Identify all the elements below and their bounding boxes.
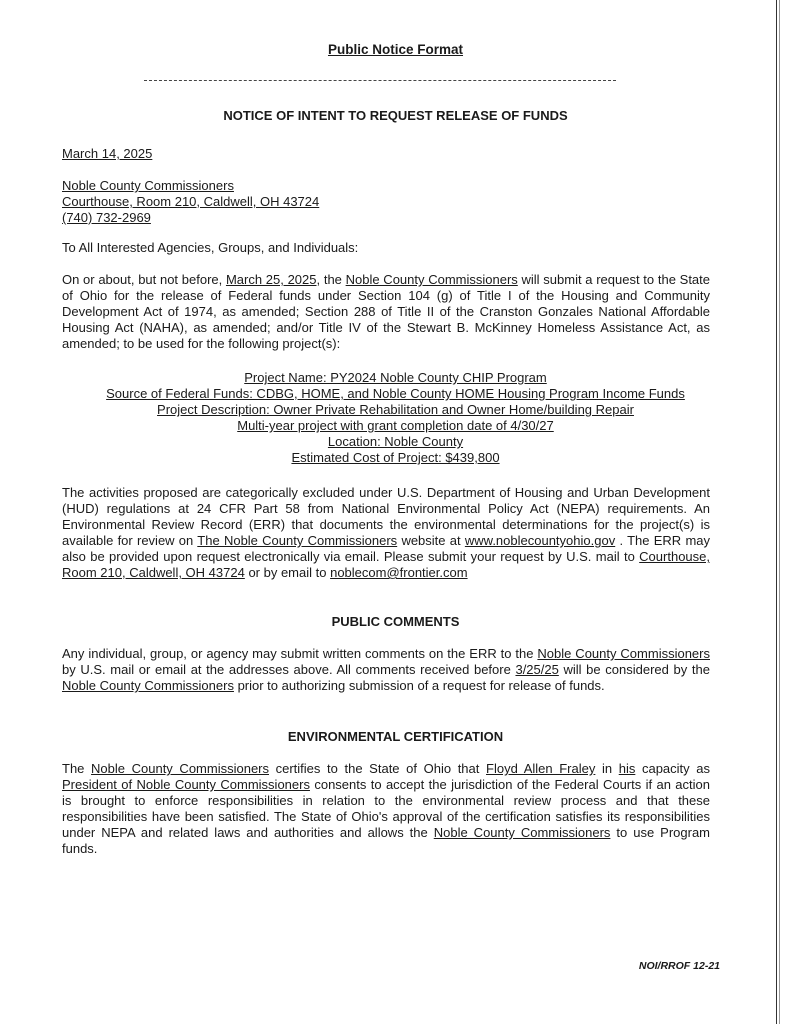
project-details [0,370,791,466]
address-block [62,178,710,226]
scan-edge-line-2 [779,0,780,1024]
address-phone: (740) 732-2969 [62,210,151,225]
dashed-divider [144,80,616,81]
comments-paragraph: Any individual, group, or agency may submit written comments on the ERR to the Noble County Commissioners by U.S. mail or email at the addresses above. All comments received before 3/25/25 will be considered by the Noble County Commissioners prior to authorizing submission of a request for release of funds. [62,646,710,693]
environmental-certification-heading: ENVIRONMENTAL CERTIFICATION [287,729,504,744]
activities-paragraph: The activities proposed are categorically excluded under U.S. Department of Housing and Urban Development (HUD) regulations at 24 CFR Part 58 from National Environmental Policy Act (NEPA) requirements. An Environmental Review Record (ERR) that documents the environmental determinations for the project(s) is available for review on The Noble County Commissioners website at www.noblecountyohio.gov . The ERR may also be provided upon request electronically via email. Please submit your request by U.S. mail to Courthouse, Room 210, Caldwell, OH 43724 or by email to noblecom@frontier.com [62,485,710,580]
notice-date: March 14, 2025 [62,146,153,161]
public-comments-heading: PUBLIC COMMENTS [331,614,460,629]
project-location: Location: Noble County [327,434,464,449]
intent-paragraph: On or about, but not before, March 25, 2025, the Noble County Commissioners will submit a request to the State of Ohio for the release of Federal funds under Section 104 (g) of Title I of the Housing and Community Development Act of 1974, as amended; Section 288 of Title II of the Cranston Gonzales National Affordable Housing Act (NAHA), as amended; and/or Title IV of the Stewart B. McKinney Homeless Assistance Act, as amended; to be used for the following project(s): [62,272,710,351]
form-footer-code: NOI/RROF 12-21 [638,960,720,972]
website-link[interactable]: www.noblecountyohio.gov [464,533,616,548]
page-header: Public Notice Format [327,42,464,57]
email-link[interactable]: noblecom@frontier.com [330,565,468,580]
address-street: Courthouse, Room 210, Caldwell, OH 43724 [62,194,320,209]
certification-paragraph: The Noble County Commissioners certifies to the State of Ohio that Floyd Allen Fraley in his capacity as President of Noble County Commissioners consents to accept the jurisdiction of the Federal Courts if an action is brought to enforce responsibilities in relation to the environmental review process and that these responsibilities have been satisfied. The State of Ohio's approval of the certification satisfies its responsibilities under NEPA and related laws and authorities and allows the Noble County Commissioners to use Program funds. [62,761,711,856]
notice-title: NOTICE OF INTENT TO REQUEST RELEASE OF FUNDS [223,108,568,123]
scan-edge-line [776,0,777,1024]
salutation: To All Interested Agencies, Groups, and Individuals: [62,240,359,255]
project-multiyear: Multi-year project with grant completion date of 4/30/27 [237,418,554,433]
project-source: Source of Federal Funds: CDBG, HOME, and Noble County HOME Housing Program Income Funds [106,386,685,401]
project-name: Project Name: PY2024 Noble County CHIP Program [244,370,547,385]
address-name: Noble County Commissioners [62,178,234,193]
project-description: Project Description: Owner Private Rehabilitation and Owner Home/building Repair [157,402,634,417]
project-cost: Estimated Cost of Project: $439,800 [291,450,500,465]
